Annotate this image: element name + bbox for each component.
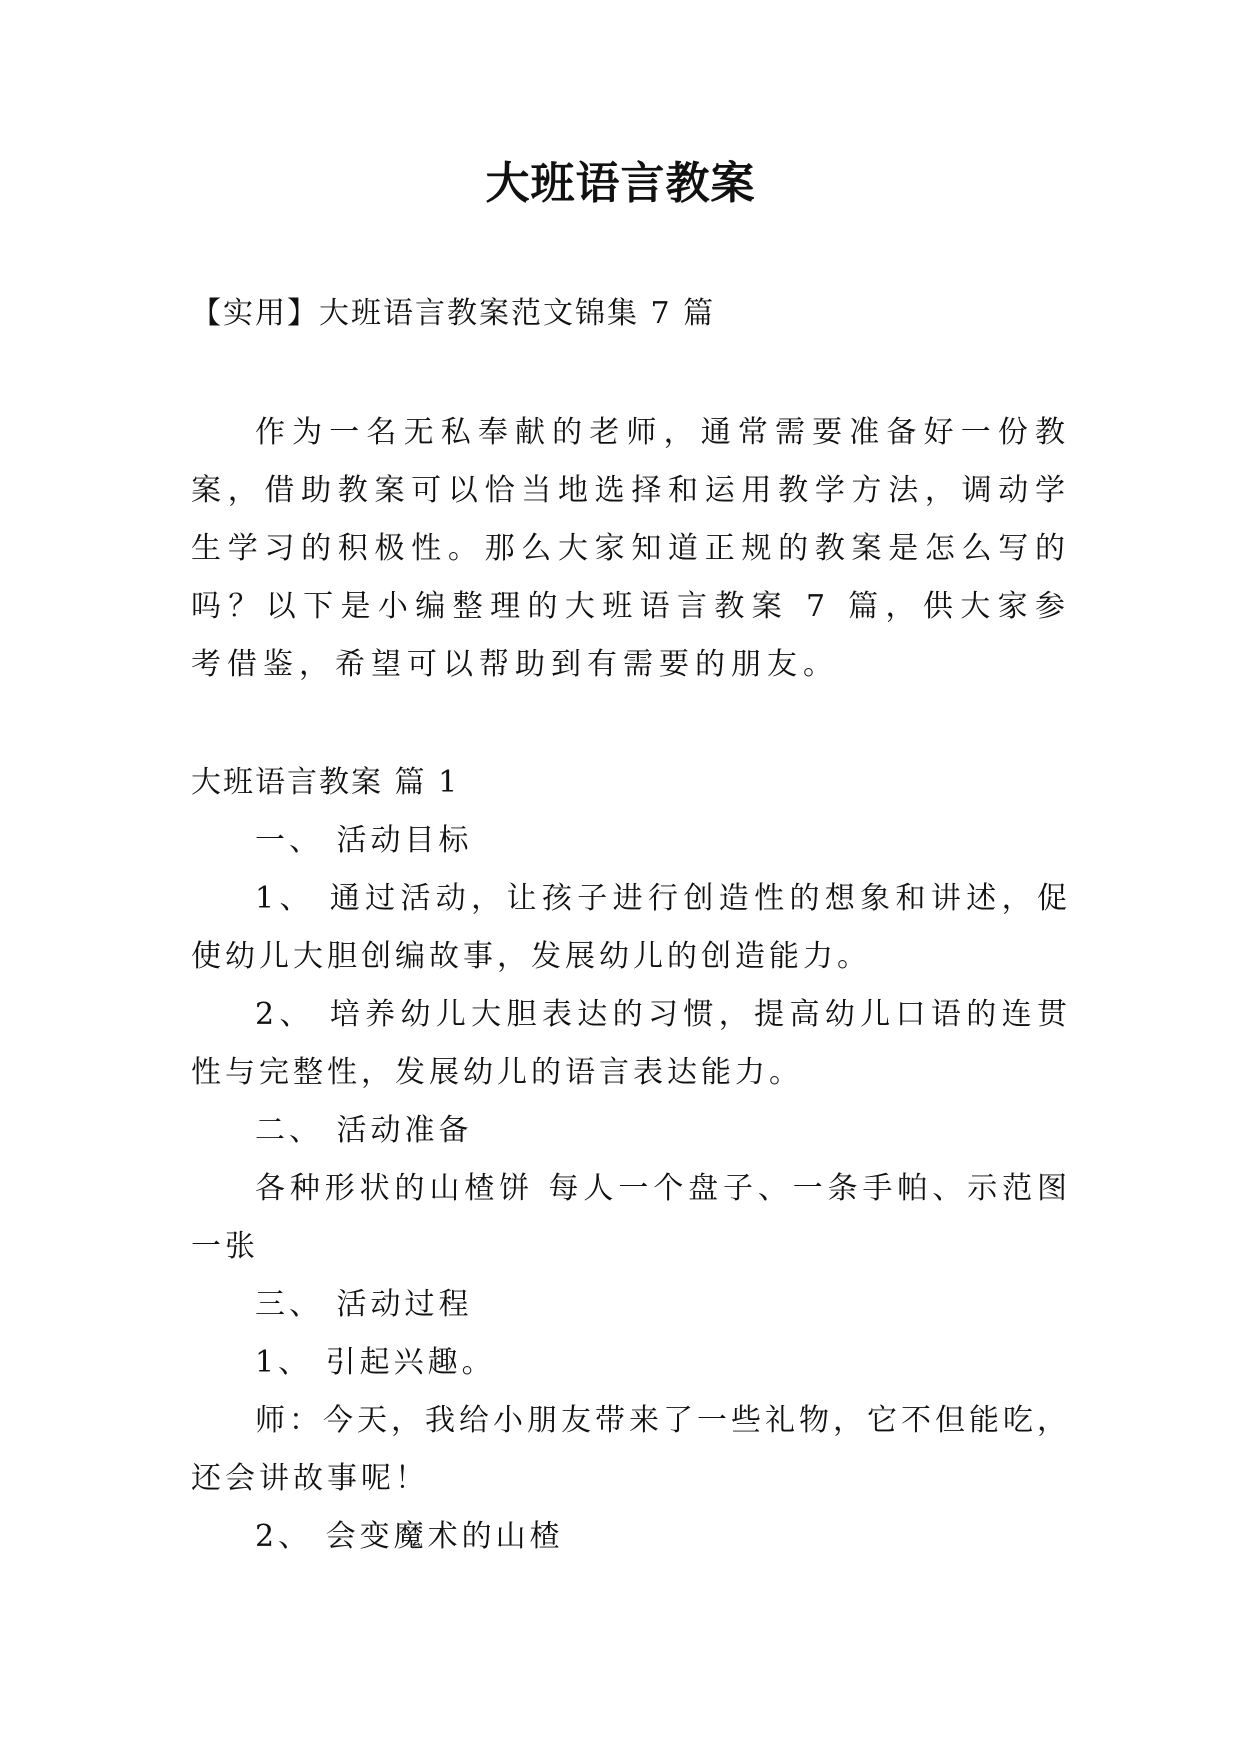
paragraph-goal-2: 2、 培养幼儿大胆表达的习惯，提高幼儿口语的连贯性与完整性，发展幼儿的语言表达能力。 [191, 997, 1071, 1090]
document-title: 大班语言教案 [485, 158, 756, 209]
paragraph-preparation-items: 各种形状的山楂饼 每人一个盘子、一条手帕、示范图一张 [191, 1171, 1071, 1264]
paragraph-process-step-2: 2、 会变魔术的山楂 [255, 1519, 564, 1554]
intro-paragraph: 作为一名无私奉献的老师，通常需要准备好一份教案，借助教案可以恰当地选择和运用教学方法，调动学生学习的积极性。那么大家知道正规的教案是怎么写的吗？以下是小编整理的大班语言教案 7 篇，供大家参考借鉴，希望可以帮助到有需要的朋友。 [191, 415, 1071, 682]
paragraph-teacher-speech: 师：今天，我给小朋友带来了一些礼物，它不但能吃，还会讲故事呢！ [191, 1403, 1071, 1496]
paragraph-process-step-1: 1、 引起兴趣。 [255, 1345, 496, 1380]
paragraph-goal-1: 1、 通过活动，让孩子进行创造性的想象和讲述，促使幼儿大胆创编故事，发展幼儿的创造能力。 [191, 881, 1071, 974]
section-title: 大班语言教案 篇 1 [191, 765, 460, 800]
paragraph-activity-goals-heading: 一、 活动目标 [255, 823, 473, 858]
section-1 [191, 754, 1071, 1566]
paragraph-preparation-heading: 二、 活动准备 [255, 1113, 473, 1148]
document-subtitle: 【实用】大班语言教案范文锦集 7 篇 [191, 296, 716, 331]
paragraph-process-heading: 三、 活动过程 [255, 1287, 473, 1322]
